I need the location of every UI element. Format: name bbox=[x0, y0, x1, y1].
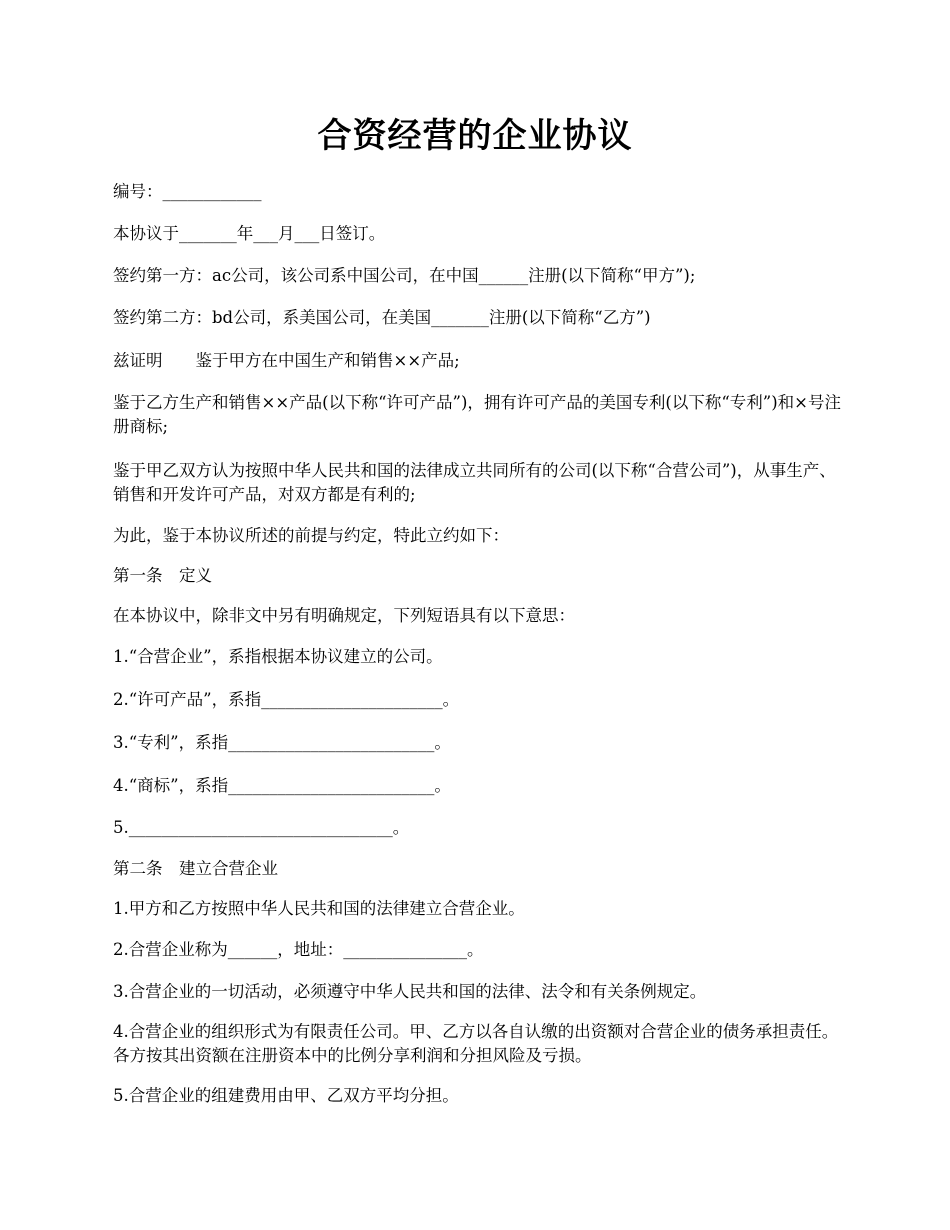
party-b: 签约第二方：bd公司，系美国公司，在美国_______注册(以下简称“乙方”) bbox=[113, 308, 651, 327]
article-2-clause: 5.合营企业的组建费用由甲、乙双方平均分担。 bbox=[113, 1086, 459, 1105]
article-1-heading: 第一条 定义 bbox=[113, 566, 212, 585]
definitions-intro: 在本协议中，除非文中另有明确规定，下列短语具有以下意思： bbox=[113, 606, 575, 625]
definition-item: 3.“专利”，系指_________________________。 bbox=[113, 733, 451, 752]
article-2-clause: 1.甲方和乙方按照中华人民共和国的法律建立合营企业。 bbox=[113, 899, 525, 918]
party-a: 签约第一方：ac公司，该公司系中国公司，在中国______注册(以下简称“甲方”); bbox=[113, 266, 696, 285]
recital-1: 兹证明 鉴于甲方在中国生产和销售××产品; bbox=[113, 351, 460, 370]
contract-number: 编号：____________ bbox=[113, 182, 262, 201]
article-2-clause: 2.合营企业称为______，地址：_______________。 bbox=[113, 940, 484, 959]
definition-item: 2.“许可产品”，系指______________________。 bbox=[113, 690, 460, 709]
article-2-clause: 3.合营企业的一切活动，必须遵守中华人民共和国的法律、法令和有关条例规定。 bbox=[113, 982, 707, 1001]
document-title: 合资经营的企业协议 bbox=[317, 116, 633, 156]
article-2-heading: 第二条 建立合营企业 bbox=[113, 859, 278, 878]
article-2-clause: 4.合营企业的组织形式为有限责任公司。甲、乙方以各自认缴的出资额对合营企业的债务承担责任。各方按其出资额在注册资本中的比例分享利润和分担风险及亏损。 bbox=[113, 1022, 839, 1065]
definition-item: 1.“合营企业”，系指根据本协议建立的公司。 bbox=[113, 647, 443, 666]
preamble-closing: 为此，鉴于本协议所述的前提与约定，特此立约如下： bbox=[113, 526, 509, 545]
signing-date: 本协议于_______年___月___日签订。 bbox=[113, 224, 386, 243]
definition-item: 4.“商标”，系指_________________________。 bbox=[113, 776, 451, 795]
recital-2: 鉴于乙方生产和销售××产品(以下称“许可产品”)，拥有许可产品的美国专利(以下称“专利”)和×号注册商标; bbox=[113, 393, 841, 436]
recital-3: 鉴于甲乙双方认为按照中华人民共和国的法律成立共同所有的公司(以下称“合营公司”)，从事生产、销售和开发许可产品，对双方都是有利的; bbox=[113, 461, 836, 504]
definition-item: 5.________________________________。 bbox=[113, 818, 410, 837]
